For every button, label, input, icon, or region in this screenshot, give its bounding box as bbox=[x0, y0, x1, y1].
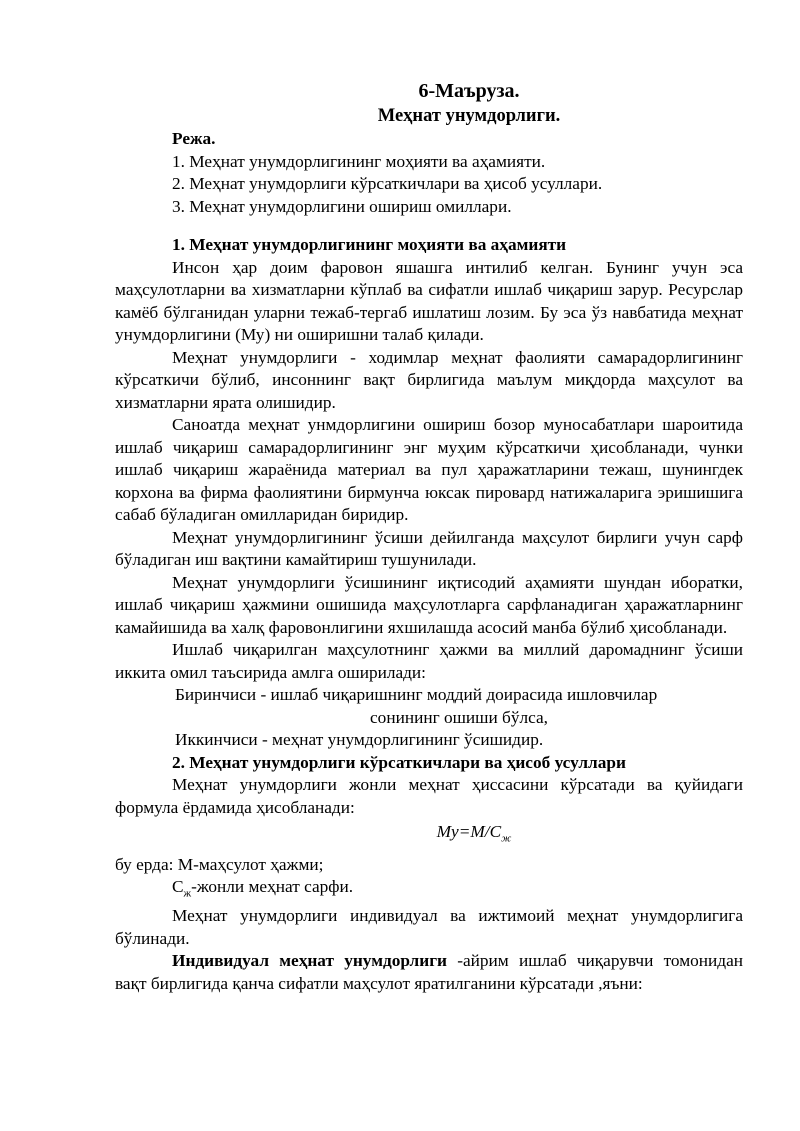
cj-definition bbox=[115, 876, 743, 905]
lecture-subtitle: Меҳнат унумдорлиги. bbox=[377, 106, 561, 126]
cj-subscript: ж bbox=[183, 887, 192, 900]
paragraph: Меҳнат унумдорлиги индивидуал ва ижтимоий меҳнат унумдорлигига бўлинади. bbox=[115, 906, 743, 948]
paragraph: Меҳнат унумдорлигининг ўсиши дейилганда маҳсулот бирлиги учун сарф бўладиган иш вақтини камайтириш тушунилади. bbox=[115, 527, 743, 569]
paragraph: Меҳнат унумдорлиги жонли меҳнат ҳиссасини кўрсатади ва қуйидаги формула ёрдамида ҳисобланади: bbox=[115, 775, 743, 817]
cj-text: -жонли меҳнат сарфи. bbox=[191, 877, 354, 897]
individual-term: Индивидуал меҳнат унумдорлиги bbox=[172, 951, 448, 971]
factor-second: Иккинчиси - меҳнат унумдорлигининг ўсишидир. bbox=[175, 730, 544, 749]
document-page bbox=[115, 78, 743, 995]
productivity-formula bbox=[115, 821, 743, 850]
paragraph: Ишлаб чиқарилган маҳсулотнинг ҳажми ва миллий даромаднинг ўсиши иккита омил таъсирида амлга оширилади: bbox=[115, 640, 743, 682]
section1-heading: 1. Меҳнат унумдорлигининг моҳияти ва аҳамияти bbox=[172, 235, 567, 254]
plan-item-1: 1. Меҳнат унумдорлигининг моҳияти ва аҳамияти. bbox=[172, 151, 546, 171]
paragraph: Инсон ҳар доим фаровон яшашга интилиб келган. Бунинг учун эса маҳсулотларни ва хизматларни кўплаб ва сифатли ишлаб чиқариш зарур. Ресурслар камёб бўлганидан уларни тежаб-тергаб ишлатиш лозим. Бу эса ўз навбатида меҳнат унумдорлигини (Му) ни оширишни талаб қилади. bbox=[115, 257, 743, 344]
plan-item-2: 2. Меҳнат унумдорлиги кўрсаткичлари ва ҳисоб усуллари. bbox=[172, 174, 603, 193]
spacer bbox=[115, 218, 743, 234]
plan-item-3: 3. Меҳнат унумдорлигини ошириш омиллари. bbox=[172, 196, 512, 216]
individual-text: -айрим ишлаб чиқарувчи томонидан вақт бирлигида қанча сифатли маҳсулот яратилганини кўрсатади ,яъни: bbox=[115, 951, 743, 993]
factor-first-continued: сонининг ошиши бўлса, bbox=[370, 707, 548, 727]
paragraph: Меҳнат унумдорлиги - ходимлар меҳнат фаолияти самарадорлигининг кўрсаткичи бўлиб, инсоннинг вақт бирлигида маълум миқдорда маҳсулот ва хизматларни ярата олишидир. bbox=[115, 347, 743, 412]
cj-symbol: С bbox=[172, 877, 184, 897]
section2-heading: 2. Меҳнат унумдорлиги кўрсаткичлари ва ҳисоб усуллари bbox=[172, 752, 626, 772]
plan-heading: Режа. bbox=[172, 129, 216, 148]
where-line: бу ерда: М-маҳсулот ҳажми; bbox=[115, 854, 324, 874]
lecture-title: 6-Маъруза. bbox=[418, 80, 520, 102]
factor-first: Биринчиси - ишлаб чиқаришнинг моддий доирасида ишловчилар bbox=[175, 685, 658, 704]
formula-main: Му=М/С bbox=[436, 822, 502, 841]
formula-subscript: ж bbox=[501, 832, 512, 845]
paragraph-individual bbox=[115, 950, 743, 995]
paragraph: Меҳнат унумдорлиги ўсишининг иқтисодий аҳамияти шундан иборатки, ишлаб чиқариш ҳажмини ошишида маҳсулотларга сарфланадиган ҳаражатларнинг камайишида ва халқ фаровонлигини яхшилашда асосий манба бўлиб ҳисобланади. bbox=[115, 572, 743, 637]
paragraph: Саноатда меҳнат унмдорлигини ошириш бозор муносабатлари шароитида ишлаб чиқариш самарадорлигининг энг муҳим кўрсаткичи ҳисобланади, чунки ишлаб чиқариш жараёнида материал ва пул ҳаражатларини тежаш, шунингдек корхона ва фирма фаолиятини бирмунча юксак пировард натижаларига эришишига сабаб бўладиган омилларидан биридир. bbox=[115, 415, 743, 524]
